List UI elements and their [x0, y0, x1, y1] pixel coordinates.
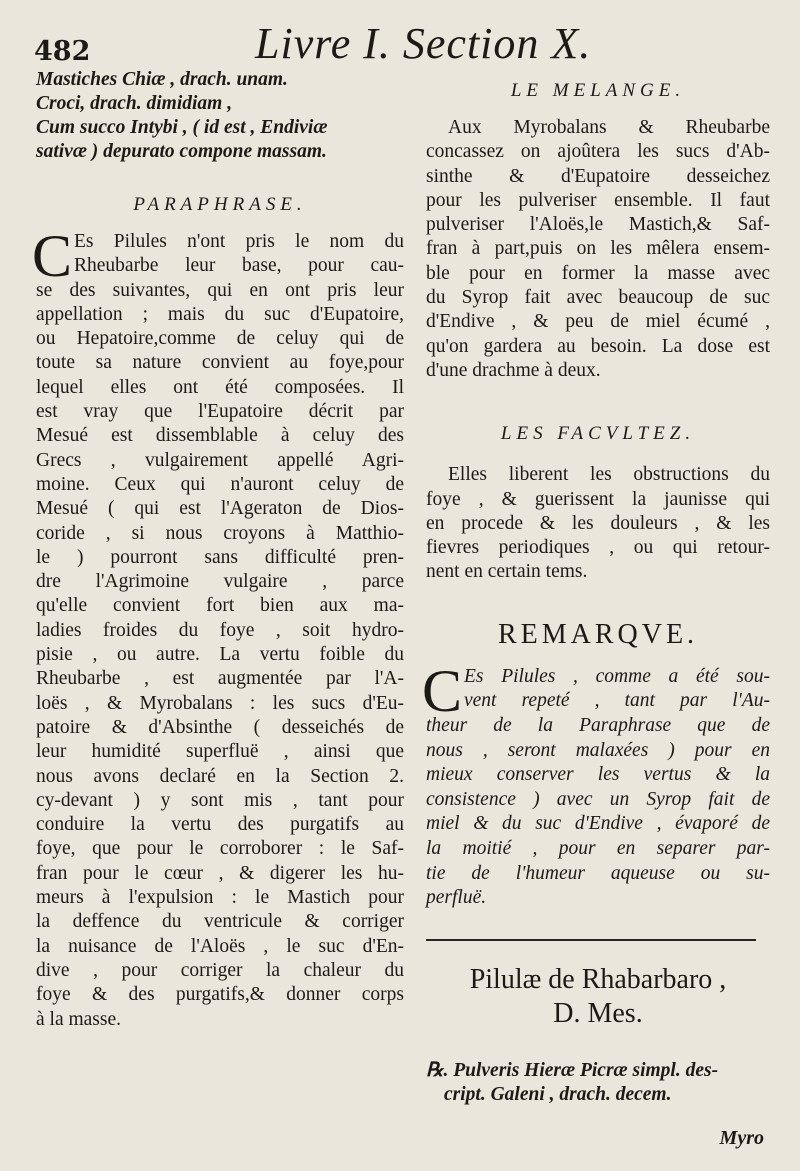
text-line: nous , seront malaxées ) pour en: [426, 739, 770, 761]
text-line: nous avons declaré en la Section 2.: [36, 765, 404, 787]
text-line: consistence ) avec un Syrop fait de: [426, 788, 770, 810]
formula-line: Croci, drach. dimidiam ,: [36, 93, 233, 114]
text-line: patoire & d'Absinthe ( desseichés de: [36, 716, 404, 738]
text-line: Es Pilules , comme a été sou-: [464, 665, 770, 687]
facultez-text: [426, 463, 770, 584]
text-line: perfluë.: [426, 887, 487, 909]
running-head: [0, 14, 800, 74]
formula-line: Cum succo Intybi , ( id est , Endiviæ: [36, 117, 328, 138]
text-line: fran pour le cœur , & digerer les hu-: [36, 862, 404, 884]
text-line: Rheubarbe , est augmentée par l'A-: [36, 668, 404, 690]
paraphrase-text: [32, 223, 404, 1032]
pilulae-title: [426, 963, 770, 1031]
text-line: Es Pilules n'ont pris le nom du: [74, 231, 404, 252]
text-line: ble pour en former la masse avec: [426, 262, 770, 284]
text-line: Grecs , vulgairement appellé Agri-: [36, 449, 404, 471]
text-line: mieux conserver les vertus & la: [426, 764, 770, 786]
text-line: concassez on ajoûtera les sucs d'Ab-: [426, 141, 770, 163]
text-line: foye, que pour le corroborer : le Saf-: [36, 838, 404, 860]
text-line: miel & du suc d'Endive , évaporé de: [426, 813, 770, 835]
text-line: foye , & guerissent la jaunisse qui: [426, 488, 770, 510]
recipe-line: ℞. Pulveris Hieræ Picræ simpl. des-: [426, 1059, 719, 1081]
text-line: tie de l'humeur aqueuse ou su-: [426, 862, 770, 884]
text-line: dive , pour corriger la chaleur du: [36, 959, 404, 981]
text-line: la nuisance de l'Aloës , le suc d'En-: [36, 935, 404, 957]
formula-line: sativæ ) depurato compone massam.: [36, 141, 327, 162]
text-line: fievres periodiques , ou qui retour-: [426, 537, 770, 559]
paraphrase-heading: PARAPHRASE.: [133, 194, 307, 215]
text-line: meurs à l'expulsion : le Mastich pour: [36, 887, 404, 909]
text-line: est vray que l'Eupatoire décrit par: [36, 401, 404, 423]
text-line: du Syrop fait avec beaucoup de suc: [426, 287, 770, 309]
text-line: pulveriser l'Aloës,le Mastich,& Saf-: [426, 214, 770, 236]
text-line: qu'on gardera au besoin. La dose est: [426, 335, 770, 357]
remarque-heading: REMARQVE.: [497, 618, 699, 650]
text-line: ou Hepatoire,comme de celuy qui de: [36, 328, 404, 350]
recipe-text: [426, 1059, 770, 1107]
pilulae-line: Pilulæ de Rhabarbaro ,: [469, 963, 727, 995]
catchword: Myro: [719, 1127, 764, 1149]
drop-cap: C: [422, 657, 463, 724]
recipe-line: cript. Galeni , drach. decem.: [444, 1083, 672, 1105]
text-line: leur humidité superfluë , ainsi que: [36, 741, 404, 763]
text-line: dre l'Agrimoine vulgaire , parce: [36, 571, 404, 593]
melange-text: [426, 116, 770, 383]
text-line: foye & des purgatifs,& donner corps: [36, 984, 404, 1006]
text-line: loës , & Myrobalans : les sucs d'Eu-: [36, 692, 404, 714]
left-column: [32, 68, 404, 1032]
drop-cap: C: [32, 223, 73, 289]
text-line: Rheubarbe leur base, pour cau-: [74, 255, 404, 277]
text-line: toute sa nature convient au foye,pour: [36, 352, 404, 374]
text-line: theur de la Paraphrase que de: [426, 714, 770, 736]
right-column: [422, 68, 770, 1107]
text-line: la deffence du ventricule & corriger: [36, 911, 404, 933]
text-line: lequel elles ont été composées. Il: [36, 376, 404, 398]
text-line: qu'elle convient fort bien aux ma-: [36, 595, 404, 617]
text-line: cy-devant ) y sont mis , tant pour: [36, 789, 404, 811]
formula-continuation: [36, 68, 404, 164]
text-line: à la masse.: [36, 1008, 122, 1030]
pilulae-attribution: D. Mes.: [553, 997, 643, 1029]
text-line: Mesué ( qui est l'Ageraton de Dios-: [36, 498, 404, 520]
section-divider: [426, 939, 756, 941]
text-line: nent en certain tems.: [426, 561, 588, 583]
text-line: appellation ; mais du suc d'Eupatoire,: [36, 303, 404, 325]
text-line: conduire la vertu des purgatifs au: [36, 814, 404, 836]
text-line: Aux Myrobalans & Rheubarbe: [448, 117, 770, 138]
text-line: moine. Ceux qui n'auront celuy de: [36, 473, 404, 495]
running-title: Livre I. Section X.: [255, 19, 592, 68]
text-line: d'Endive , & peu de miel écumé ,: [426, 311, 770, 333]
page-number: 482: [34, 36, 91, 67]
facultez-heading: LES FACVLTEZ.: [500, 423, 696, 445]
text-line: se des suivantes, qui en ont pris leur: [36, 279, 404, 301]
text-line: sinthe & d'Eupatoire desseichez: [426, 165, 770, 187]
text-line: la moitié , pour en separer par-: [426, 837, 770, 859]
text-line: pisie , ou autre. La vertu foible du: [36, 644, 404, 666]
text-line: vent repeté , tant par l'Au-: [464, 690, 770, 712]
formula-line: Mastiches Chiæ , drach. unam.: [36, 69, 288, 90]
melange-heading: LE MELANGE.: [510, 80, 686, 101]
text-line: fran à part,puis on les mêlera ensem-: [426, 238, 770, 260]
text-line: Elles liberent les obstructions du: [448, 464, 770, 486]
text-line: d'une drachme à deux.: [426, 359, 601, 381]
text-line: pour les pulveriser ensemble. Il faut: [426, 189, 770, 211]
text-line: coride , si nous croyons à Matthio-: [36, 522, 404, 544]
text-line: Mesué est dissemblable à celuy des: [36, 425, 404, 447]
text-line: en procede & les douleurs , & les: [426, 512, 770, 534]
text-line: le ) pourront sans difficulté pren-: [36, 546, 404, 568]
text-line: ladies froides du foye , soit hydro-: [36, 619, 404, 641]
remarque-text: [422, 657, 770, 911]
